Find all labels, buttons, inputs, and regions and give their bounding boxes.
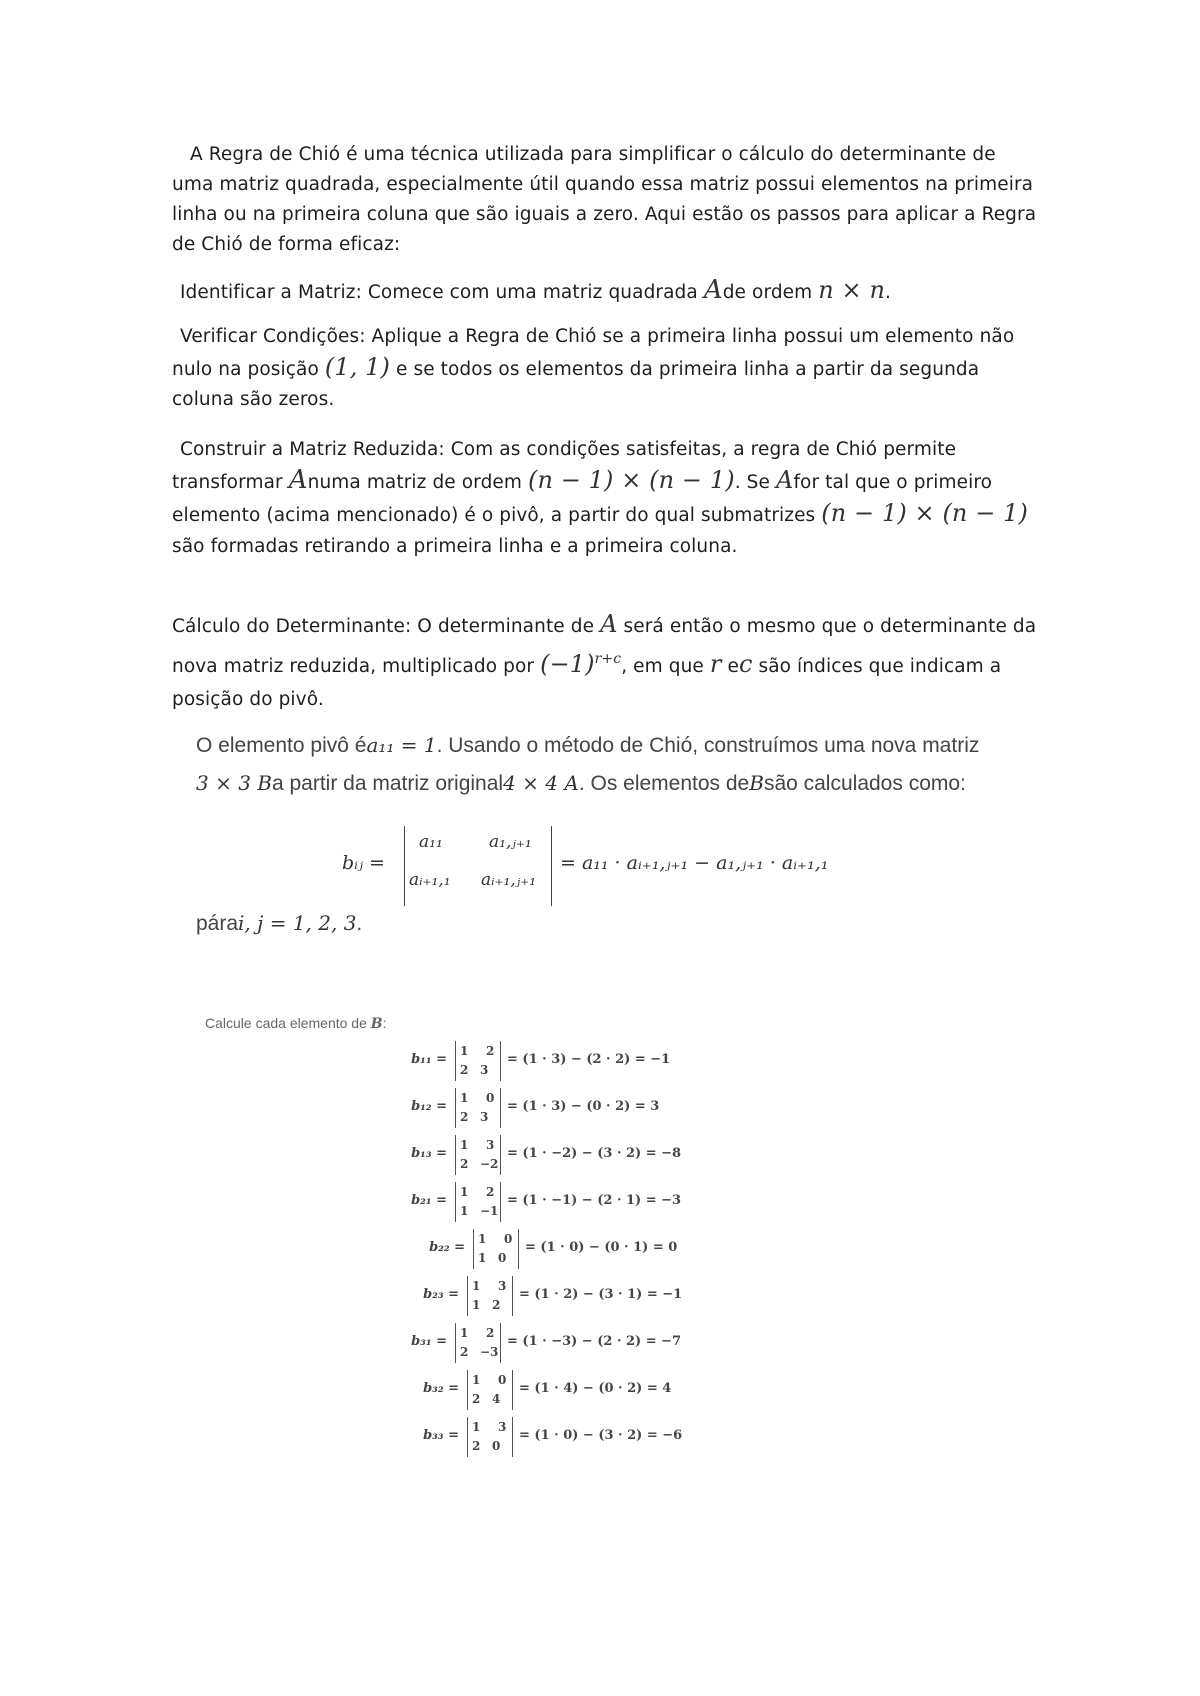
b-element-result: = (1 · 2) − (3 · 1) = −1 [519,1287,683,1302]
step3-text-b: numa matriz de ordem [307,472,523,493]
matrix-entry: 0 [498,1251,507,1265]
step-verify-conditions [172,322,1042,415]
step3-text-e: submatrizes [701,505,816,526]
matrix-entry: 2 [486,1185,495,1199]
minor-determinant [455,1182,501,1222]
matrix-entry: 1 [478,1251,487,1265]
figure1-text-c: a partir da matriz original [271,772,504,795]
math-A: A [776,466,794,494]
det-a1j: a₁,ⱼ₊₁ [489,832,532,852]
math-position-1-1: (1, 1) [324,353,391,381]
math-c: c [738,650,753,678]
figure1-text-e: são calculados como: [763,772,966,795]
figure2-header [205,1015,387,1032]
b-element-label: b₁₃ = [411,1146,447,1161]
step3-text-d: for tal que o primeiro elemento (acima mencionado) é o pivô, a partir do qual [172,472,993,526]
figure1-text-b: . Usando o método de Chió, construímos uma nova matriz [436,734,980,757]
matrix-entry: 2 [460,1110,469,1124]
matrix-entry: 0 [498,1373,507,1387]
matrix-entry: 1 [460,1044,469,1058]
b-element-result: = (1 · −1) − (2 · 1) = −3 [507,1193,682,1208]
matrix-entry: 1 [460,1326,469,1340]
matrix-entry: 2 [460,1345,469,1359]
step1-text: Identificar a Matriz: Comece com uma matriz quadrada [180,282,698,303]
figure1-line1 [196,730,979,761]
matrix-entry: 3 [480,1063,489,1077]
math-pivot: a₁₁ = 1 [366,733,437,757]
figure1-period: . [356,912,363,935]
b-element-result: = (1 · 3) − (0 · 2) = 3 [507,1099,660,1114]
math-A: A [600,610,618,638]
matrix-entry: 0 [486,1091,495,1105]
step3-text-c: . Se [734,472,771,493]
intro-text: A Regra de Chió é uma técnica utilizada para simplificar o cálculo do determinante de uma matriz quadrada, especialmente útil quando essa matriz possui elementos na primeira linha ou na primeira coluna que são iguais a zero. Aqui estão os passos para aplicar a Regra de Chió de forma eficaz: [172,144,1037,255]
matrix-entry: 2 [460,1157,469,1171]
minor-determinant [467,1370,513,1410]
math-index-range: i, j = 1, 2, 3 [238,911,357,935]
math-submatrix-order: (n − 1) × (n − 1) [821,499,1028,527]
math-r: r [709,650,722,678]
b-element-result: = (1 · 4) − (0 · 2) = 4 [519,1381,672,1396]
matrix-entry: 2 [492,1298,501,1312]
figure2-header-text: Calcule cada elemento de [205,1015,367,1031]
matrix-entry: 4 [492,1392,501,1406]
b-element-label: b₁₂ = [411,1099,447,1114]
b-element-result: = (1 · 3) − (2 · 2) = −1 [507,1052,671,1067]
figure1-text: O elemento pivô é [196,734,367,757]
matrix-entry: 2 [472,1439,481,1453]
matrix-entry: 1 [478,1232,487,1246]
formula-rhs: = a₁₁ · aᵢ₊₁,ⱼ₊₁ − a₁,ⱼ₊₁ · aᵢ₊₁,₁ [560,852,829,874]
matrix-entry: 3 [498,1420,507,1434]
matrix-entry: 1 [472,1373,481,1387]
determinant-2x2 [404,826,552,906]
step1-text-c: . [885,282,892,303]
chio-general-formula [342,826,902,906]
minor-determinant [467,1276,513,1316]
minor-determinant [455,1323,501,1363]
step4-text-d: e [727,656,739,677]
figure2-header-end: : [382,1015,387,1031]
matrix-entry: 2 [486,1044,495,1058]
step4-text-c: , em que [621,656,704,677]
step-identify-matrix [180,275,1050,308]
matrix-entry: −3 [480,1345,499,1359]
formula-lhs: bᵢⱼ = [342,852,385,874]
matrix-entry: 1 [472,1298,481,1312]
matrix-entry: 1 [472,1279,481,1293]
b-element-label: b₁₁ = [411,1052,447,1067]
det-ai1: aᵢ₊₁,₁ [409,870,451,890]
b-element-label: b₂₃ = [423,1287,459,1302]
matrix-entry: 2 [486,1326,495,1340]
figure1-line2 [196,768,966,799]
intro-paragraph [172,140,1042,260]
step3-text: Construir a Matriz Reduzida: Com as condições satisfeitas, a regra de Chió permite transformar [172,439,957,493]
b-element-label: b₂₂ = [429,1240,465,1255]
minor-determinant [467,1417,513,1457]
step4-text: Cálculo do Determinante: O determinante de [172,616,595,637]
math-A: A [703,275,723,305]
matrix-entry: 1 [460,1091,469,1105]
math-minus-one: (−1) [540,650,595,678]
b-element-result: = (1 · −2) − (3 · 2) = −8 [507,1146,682,1161]
math-4x4-A: 4 × 4 A [503,771,579,795]
chio-formula-image [172,718,1022,948]
matrix-entry: 3 [480,1110,489,1124]
matrix-entry: 1 [472,1420,481,1434]
step4-text-e: são índices que indicam a posição do pivô. [172,656,1002,710]
b-elements-image [205,1015,825,1485]
math-order-n-1: (n − 1) × (n − 1) [528,466,735,494]
step2-text-b: e se todos os elementos da primeira linha a partir da segunda coluna são zeros. [172,359,980,410]
matrix-entry: 1 [460,1138,469,1152]
figure1-text-d: . Os elementos de [578,772,750,795]
matrix-entry: 2 [472,1392,481,1406]
figure1-para: pára [196,912,239,935]
math-n-by-n: n × n [818,276,886,304]
matrix-entry: 0 [504,1232,513,1246]
step-build-reduced-matrix [172,434,1042,562]
step4-text-b: será então o mesmo que o determinante da nova matriz reduzida, multiplicado por [172,616,1037,677]
matrix-entry: 3 [498,1279,507,1293]
matrix-entry: 3 [486,1138,495,1152]
det-aij: aᵢ₊₁,ⱼ₊₁ [481,870,537,890]
b-element-label: b₃₃ = [423,1428,459,1443]
matrix-entry: 1 [460,1185,469,1199]
minor-determinant [473,1229,519,1269]
matrix-entry: 1 [460,1204,469,1218]
b-element-label: b₃₂ = [423,1381,459,1396]
math-B: B [370,1016,383,1032]
matrix-entry: 2 [460,1063,469,1077]
minor-determinant [455,1041,501,1081]
matrix-entry: −2 [480,1157,499,1171]
b-element-label: b₂₁ = [411,1193,447,1208]
minor-determinant [455,1088,501,1128]
b-element-result: = (1 · 0) − (3 · 2) = −6 [519,1428,683,1443]
b-element-label: b₃₁ = [411,1334,447,1349]
det-a11: a₁₁ [419,832,443,852]
math-B: B [749,771,764,795]
figure1-line3 [196,908,362,939]
math-exponent: r+c [594,651,622,667]
step3-text-f: são formadas retirando a primeira linha e a primeira coluna. [172,536,738,557]
math-3x3-B: 3 × 3 B [196,771,272,795]
minor-determinant [455,1135,501,1175]
b-element-result: = (1 · −3) − (2 · 2) = −7 [507,1334,682,1349]
math-sign-factor [540,650,621,678]
step1-text-b: de ordem [722,282,813,303]
step-determinant-calculation [172,608,1042,716]
math-A: A [288,465,308,495]
matrix-entry: −1 [480,1204,499,1218]
b-element-result: = (1 · 0) − (0 · 1) = 0 [525,1240,678,1255]
step2-text: Verificar Condições: Aplique a Regra de Chió se a primeira linha possui um elemento não nulo na posição [172,326,1015,380]
matrix-entry: 0 [492,1439,501,1453]
